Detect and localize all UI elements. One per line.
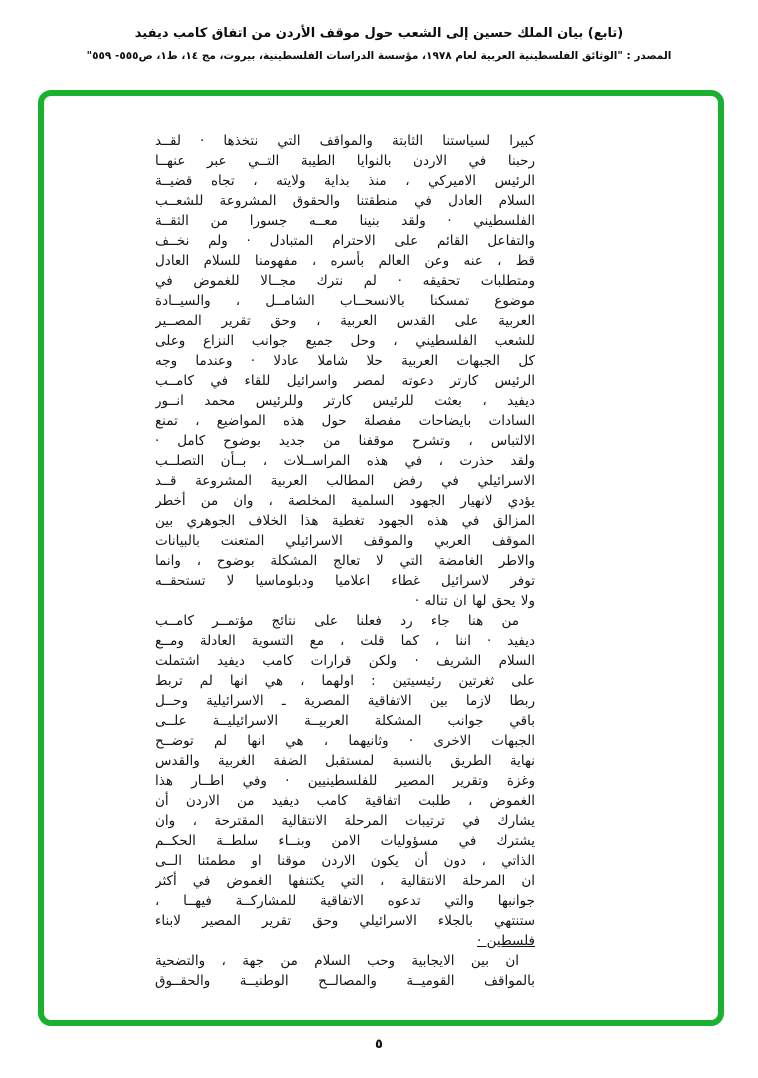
body-line: الذاتي ، دون أن يكون الاردن موقنا او مطمئنا الــى [155,853,535,869]
body-line: يشترك في مسؤوليات الامن وبنــاء سلطــة الحكــم [155,833,535,849]
page-title: (تابع) بيان الملك حسين إلى الشعب حول موقف الأردن من اتفاق كامب ديفيد [134,26,624,41]
body-line: جوانبها والتي تدعوه الاتفاقية للمشاركــة فيهــا ، [155,893,535,909]
body-line: الفلسطيني · ولقد بنينا معــه جسورا من الثقــة [155,213,535,229]
body-line: من هنا جاء رد فعلنا على نتائج مؤتمــر كامــب [155,613,519,629]
body-line: توفر لاسرائيل غطاء اعلاميا ودبلوماسيا لا تستحقــه [155,573,535,589]
body-line: يشارك في ترتيبات المرحلة الانتقالية المقترحة ، وان [155,813,535,829]
body-line: كل الجبهات العربية حلا شاملا عادلا · وعندما وجه [155,353,535,369]
body-line: الالتباس ، وتشرح موقفنا من جديد بوضوح كامل · [155,433,535,449]
body-text [155,131,535,991]
body-line: الغموض ، طلبت اتفاقية كامب ديفيد من الاردن أن [155,793,535,809]
body-line: ديفيد ، بعثت للرئيس كارتر وللرئيس محمد انــور [155,393,535,409]
body-line: موضوع تمسكنا بالانسحــاب الشامــل ، والسيــادة [155,293,535,309]
body-line: بالمواقف القوميــة والمصالــح الوطنيــة والحقــوق [155,973,535,989]
body-line: رحبنا في الاردن بالنوايا الطيبة التــي عبر عنهــا [155,153,535,169]
body-line: والاطر الغامضة التي لا تعالج المشكلة بوضوح ، وانما [155,553,535,569]
page-number: ٥ [375,1037,383,1052]
body-line: ان المرحلة الانتقالية ، التي يكتنفها الغموض في أكثر [155,873,535,889]
body-line: المزالق في هذه الجهود تغطية هذا الخلاف الجوهري بين [155,513,535,529]
body-line: فلسطين · [477,933,535,949]
body-line: ولا يحق لها ان تناله · [414,593,535,609]
body-line: الرئيس كارتر دعوته لمصر واسرائيل للقاء في كامــب [155,373,535,389]
document-header [0,26,758,62]
body-line: وغزة وتقرير المصير للفلسطينيين · وفي اطــار هذا [155,773,535,789]
body-line: ربطا لازما بين الاتفاقية المصرية ـ الاسرائيلية وحــل [155,693,535,709]
body-line: كبيرا لسياستنا الثابتة والمواقف التي نتخذها · لقــد [155,133,535,149]
body-line: نهاية الطريق بالنسبة لمستقبل الضفة الغربية والقدس [155,753,535,769]
body-line: على ثغرتين رئيسيتين : اولهما ، هي انها لم تربط [155,673,535,689]
body-line: الاسرائيلي في رفض المطالب العربية المشروعة قــد [155,473,535,489]
body-line: السلام الشريف · ولكن قرارات كامب ديفيد اشتملت [155,653,535,669]
body-line: يؤدي لانهيار الجهود السلمية المخلصة ، وان من أخطر [155,493,535,509]
body-line: السلام العادل في منطقتنا والحقوق المشروعة للشعــب [155,193,535,209]
body-line: السادات بايضاحات مفصلة حول هذه المواضيع ، تمنع [155,413,535,429]
body-line: الجبهات الاخرى · وثانيهما ، هي انها لم توضــح [155,733,535,749]
body-line: الموقف العربي والموقف الاسرائيلي المتعنت بالبيانات [155,533,535,549]
body-line: والتفاعل القائم على الاحترام المتبادل · ولم نخــف [155,233,535,249]
body-line: الرئيس الاميركي ، منذ بداية ولايته ، تجاه قضيــة [155,173,535,189]
body-line: باقي جوانب المشكلة العربيــة الاسرائيليــة علــى [155,713,535,729]
body-line: ستنتهي بالجلاء الاسرائيلي وحق تقرير المصير لابناء [155,913,535,929]
body-line: قط ، عنه وعن العالم بأسره ، مفهومنا للسلام العادل [155,253,535,269]
body-line: ديفيد · اننا ، كما قلت ، مع التسوية العادلة ومــع [155,633,535,649]
body-line: ان بين الايجابية وحب السلام من جهة ، والتضحية [155,953,519,969]
body-line: ولقد حذرت ، في هذه المراســلات ، بــأن التصلــب [155,453,535,469]
source-citation: المصدر : "الوثائق الفلسطينية العربية لعام ١٩٧٨، مؤسسة الدراسات الفلسطينية، بيروت، مج ١٤، ط١، ص٥٥٥- ٥٥٩" [86,50,672,62]
body-line: العربية على القدس العربية ، وحق تقرير المصــير [155,313,535,329]
body-line: للشعب الفلسطيني ، وحل جميع جوانب النزاع وعلى [155,333,535,349]
body-line: ومتطلبات تحقيقه · لم نترك مجــالا للغموض في [155,273,535,289]
